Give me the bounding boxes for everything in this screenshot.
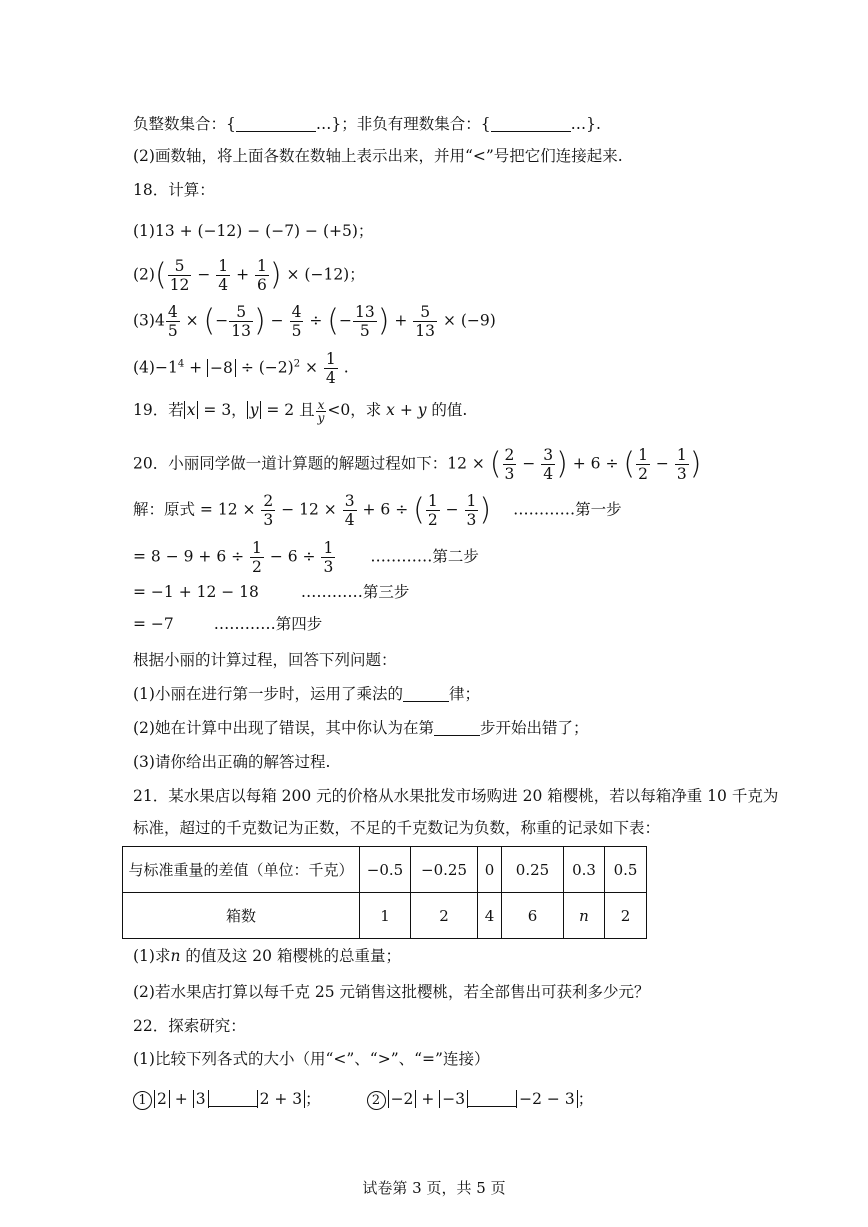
solution-step3: = −1 + 12 − 18 …………第三步 <box>133 583 410 601</box>
q21-part1: (1)求n 的值及这 20 箱樱桃的总重量； <box>133 947 401 965</box>
table-cell: 0.25 <box>502 847 564 893</box>
q20: 20．小丽同学做一道计算题的解题过程如下：12 × ( $\frac{2}{3}$ − $\frac{3}{4}$ ) + 6 ÷ ( $\frac{1}{2}$ − $\frac{1}{3}$ ) <box>133 446 702 483</box>
circled-number: 2 <box>367 1091 386 1110</box>
table-header-cell: 箱数 <box>123 893 360 939</box>
set-line: 负整数集合：{ …}；非负有理数集合：{ …}. <box>133 115 601 133</box>
circled-number: 1 <box>133 1091 152 1110</box>
table-cell: 0.3 <box>564 847 605 893</box>
table-cell: 0 <box>478 847 502 893</box>
page-footer: 试卷第 3 页，共 5 页 <box>362 1179 506 1197</box>
q20-part3: (3)请你给出正确的解答过程. <box>133 753 331 771</box>
table-cell: 6 <box>502 893 564 939</box>
q17-part2: (2)画数轴，将上面各数在数轴上表示出来，并用“<”号把它们连接起来. <box>133 147 623 165</box>
answer-blank[interactable] <box>468 1090 516 1107</box>
q21-line1: 21．某水果店以每箱 200 元的价格从水果批发市场购进 20 箱樱桃，若以每箱净重 10 千克为 <box>133 787 779 805</box>
q20-part2: (2)她在计算中出现了错误，其中你认为在第 步开始出错了； <box>133 719 589 737</box>
solution-step1: 解：原式 = 12 × $\frac{2}{3}$ − 12 × $\frac{3}{4}$ + 6 ÷ ( $\frac{1}{2}$ − $\frac{1}{3}$ ) …………第一步 <box>133 492 622 529</box>
q22-title: 22．探索研究： <box>133 1017 246 1035</box>
table-row <box>123 847 647 893</box>
q18-part3: (3)4 $\frac{4}{5}$ × (− $\frac{5}{13}$ ) − $\frac{4}{5}$ ÷ (− $\frac{13}{5}$ ) + $\frac{5}{13}$ × (−9) <box>133 303 496 340</box>
table-cell: 4 <box>478 893 502 939</box>
answer-blank[interactable] <box>403 685 449 702</box>
q20-part1: (1)小丽在进行第一步时，运用了乘法的 律； <box>133 685 480 703</box>
q18-part2: (2)( $\frac{5}{12}$ − $\frac{1}{4}$ + $\frac{1}{6}$ ) × (−12)； <box>133 257 365 294</box>
table-row <box>123 893 647 939</box>
table-cell: 0.5 <box>605 847 647 893</box>
solution-step4: = −7 …………第四步 <box>133 615 323 633</box>
solution-step2: = 8 − 9 + 6 ÷ $\frac{1}{2}$ − 6 ÷ $\frac{1}{3}$ …………第二步 <box>133 539 479 576</box>
table-cell: −0.25 <box>411 847 478 893</box>
weight-table <box>122 846 647 939</box>
table-cell: 2 <box>605 893 647 939</box>
table-cell: −0.5 <box>360 847 411 893</box>
table-cell: 2 <box>411 893 478 939</box>
answer-blank[interactable] <box>434 719 480 736</box>
q18-part1: (1)13 + (−12) − (−7) − (+5)； <box>133 222 374 240</box>
q19: 19．若 x = 3， y = 2 且 $\frac{x}{y}$ <0，求 x + y 的值. <box>133 397 468 425</box>
q22-compare: 1 2 + 3 2 + 3 ； 2 −2 + −3 −2 − 3 ； <box>133 1087 593 1111</box>
q21-line2: 标准，超过的千克数记为正数，不足的千克数记为负数，称重的记录如下表： <box>133 819 661 837</box>
table-header-cell: 与标准重量的差值（单位：千克） <box>123 847 360 893</box>
answer-blank[interactable] <box>209 1090 257 1107</box>
q18-part4: $(4)-1^4 + -8 \div (-2)^2$ × $\frac{1}{4}$ . <box>133 350 349 387</box>
table-cell: n <box>564 893 605 939</box>
q18-title: 18．计算： <box>133 181 215 199</box>
answer-blank[interactable] <box>236 115 316 132</box>
q22-part1: (1)比较下列各式的大小（用“<”、“>”、“=”连接） <box>133 1050 490 1068</box>
answer-blank[interactable] <box>491 115 571 132</box>
table-cell: 1 <box>360 893 411 939</box>
q20-intro: 根据小丽的计算过程，回答下列问题： <box>133 651 397 669</box>
q21-part2: (2)若水果店打算以每千克 25 元销售这批樱桃，若全部售出可获利多少元？ <box>133 983 650 1001</box>
